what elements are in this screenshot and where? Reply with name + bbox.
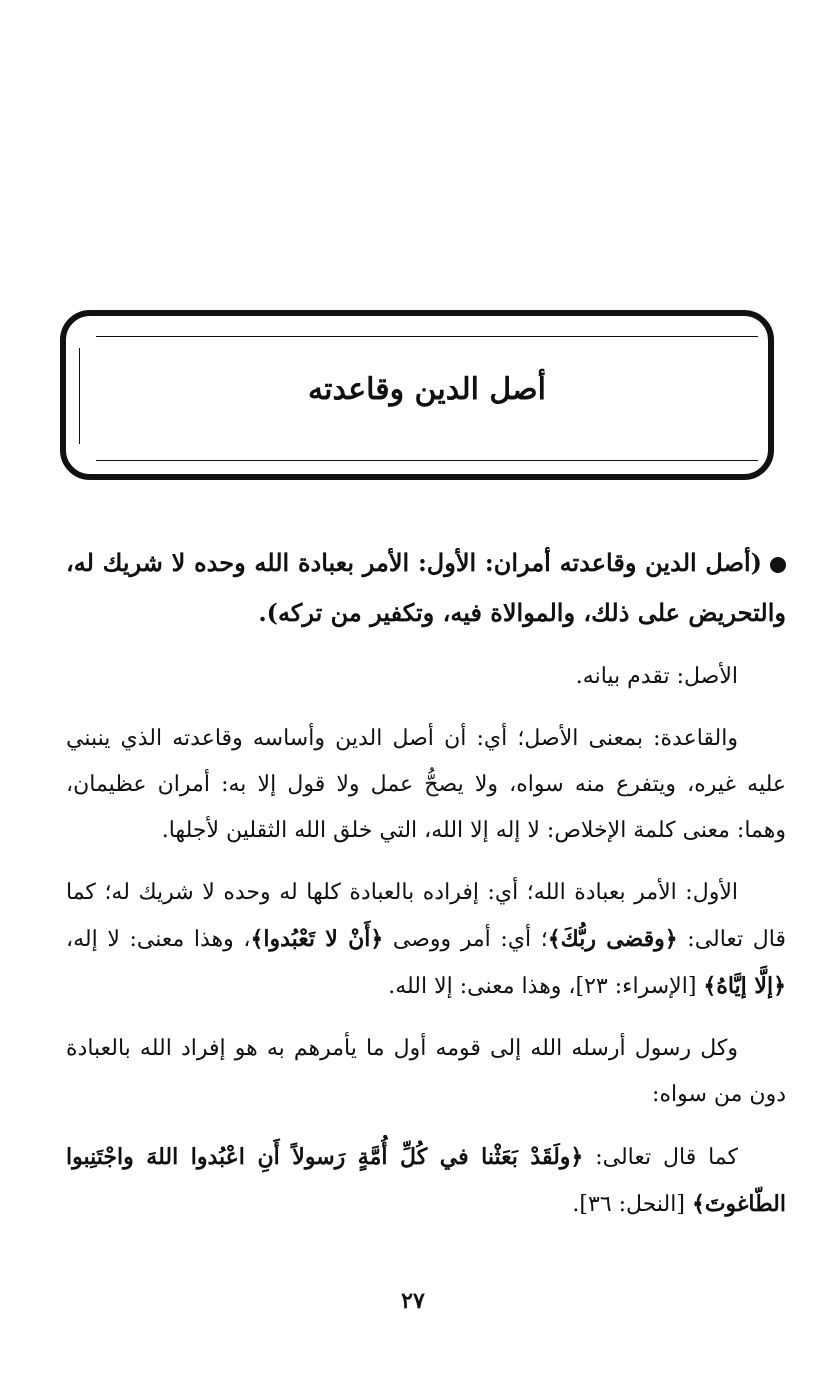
- paragraph-first-part-b: ؛ أي: أمر ووصى: [383, 927, 548, 952]
- paragraph-first-part-d: [الإسراء: ٢٣]، وهذا معنى: إلا الله.: [388, 974, 704, 999]
- chapter-title: أصل الدين وقاعدته: [308, 372, 546, 407]
- paragraph-verse-part-a: كما قال تعالى:: [583, 1145, 738, 1170]
- frame-divider-right: [770, 348, 771, 444]
- quran-quote-4: ﴿ولَقَدْ بَعَثْنا في كُلِّ أُمَّةٍ رَسولاً أَنِ اعْبُدوا اللهَ واجْتَنِبوا الطّاغوتَ﴾: [66, 1144, 786, 1217]
- paragraph-verse: [66, 1134, 786, 1228]
- paragraph-verse-part-b: [النحل: ٣٦].: [572, 1192, 692, 1217]
- page-body: [66, 538, 786, 1244]
- quran-quote-2: ﴿أَنْ لا تَعْبُدوا﴾: [250, 926, 384, 952]
- frame-divider-top: [96, 336, 758, 337]
- lead-paragraph: [66, 538, 786, 638]
- paragraph-asl: الأصل: تقدم بيانه.: [575, 664, 738, 689]
- page-number: ٢٧: [401, 1288, 425, 1314]
- paragraph-first: [66, 870, 786, 1010]
- bullet-icon: [770, 557, 786, 573]
- paragraph-first-part-a: الأول: الأمر بعبادة الله؛ أي: إفراده بالعبادة كلها له وحده لا شريك له؛ كما قال تعالى:: [66, 880, 786, 952]
- paragraph-qaida: والقاعدة: بمعنى الأصل؛ أي: أن أصل الدين وأساسه وقاعدته الذي ينبني عليه غيره، ويتفرع منه سواه، ولا يصحُّ عمل ولا قول إلا به: أمران عظيمان، وهما: معنى كلمة الإخلاص: لا إله إلا الله، التي خلق الله الثقلين لأجلها.: [66, 726, 786, 843]
- lead-text: (أصل الدين وقاعدته أمران: الأول: الأمر بعبادة الله وحده لا شريك له، والتحريض على ذلك، والموالاة فيه، وتكفير من تركه).: [66, 548, 786, 627]
- quran-quote-1: ﴿وقضى ربُّكَ﴾: [547, 926, 678, 952]
- frame-divider-left: [79, 348, 80, 444]
- quran-quote-3: ﴿إلَّا إيَّاهُ﴾: [703, 973, 786, 999]
- frame-divider-bottom: [96, 460, 758, 461]
- paragraph-messengers: وكل رسول أرسله الله إلى قومه أول ما يأمرهم به هو إفراد الله بالعبادة دون من سواه:: [66, 1036, 786, 1107]
- paragraph-first-part-c: ، وهذا معنى: لا إله،: [66, 927, 251, 952]
